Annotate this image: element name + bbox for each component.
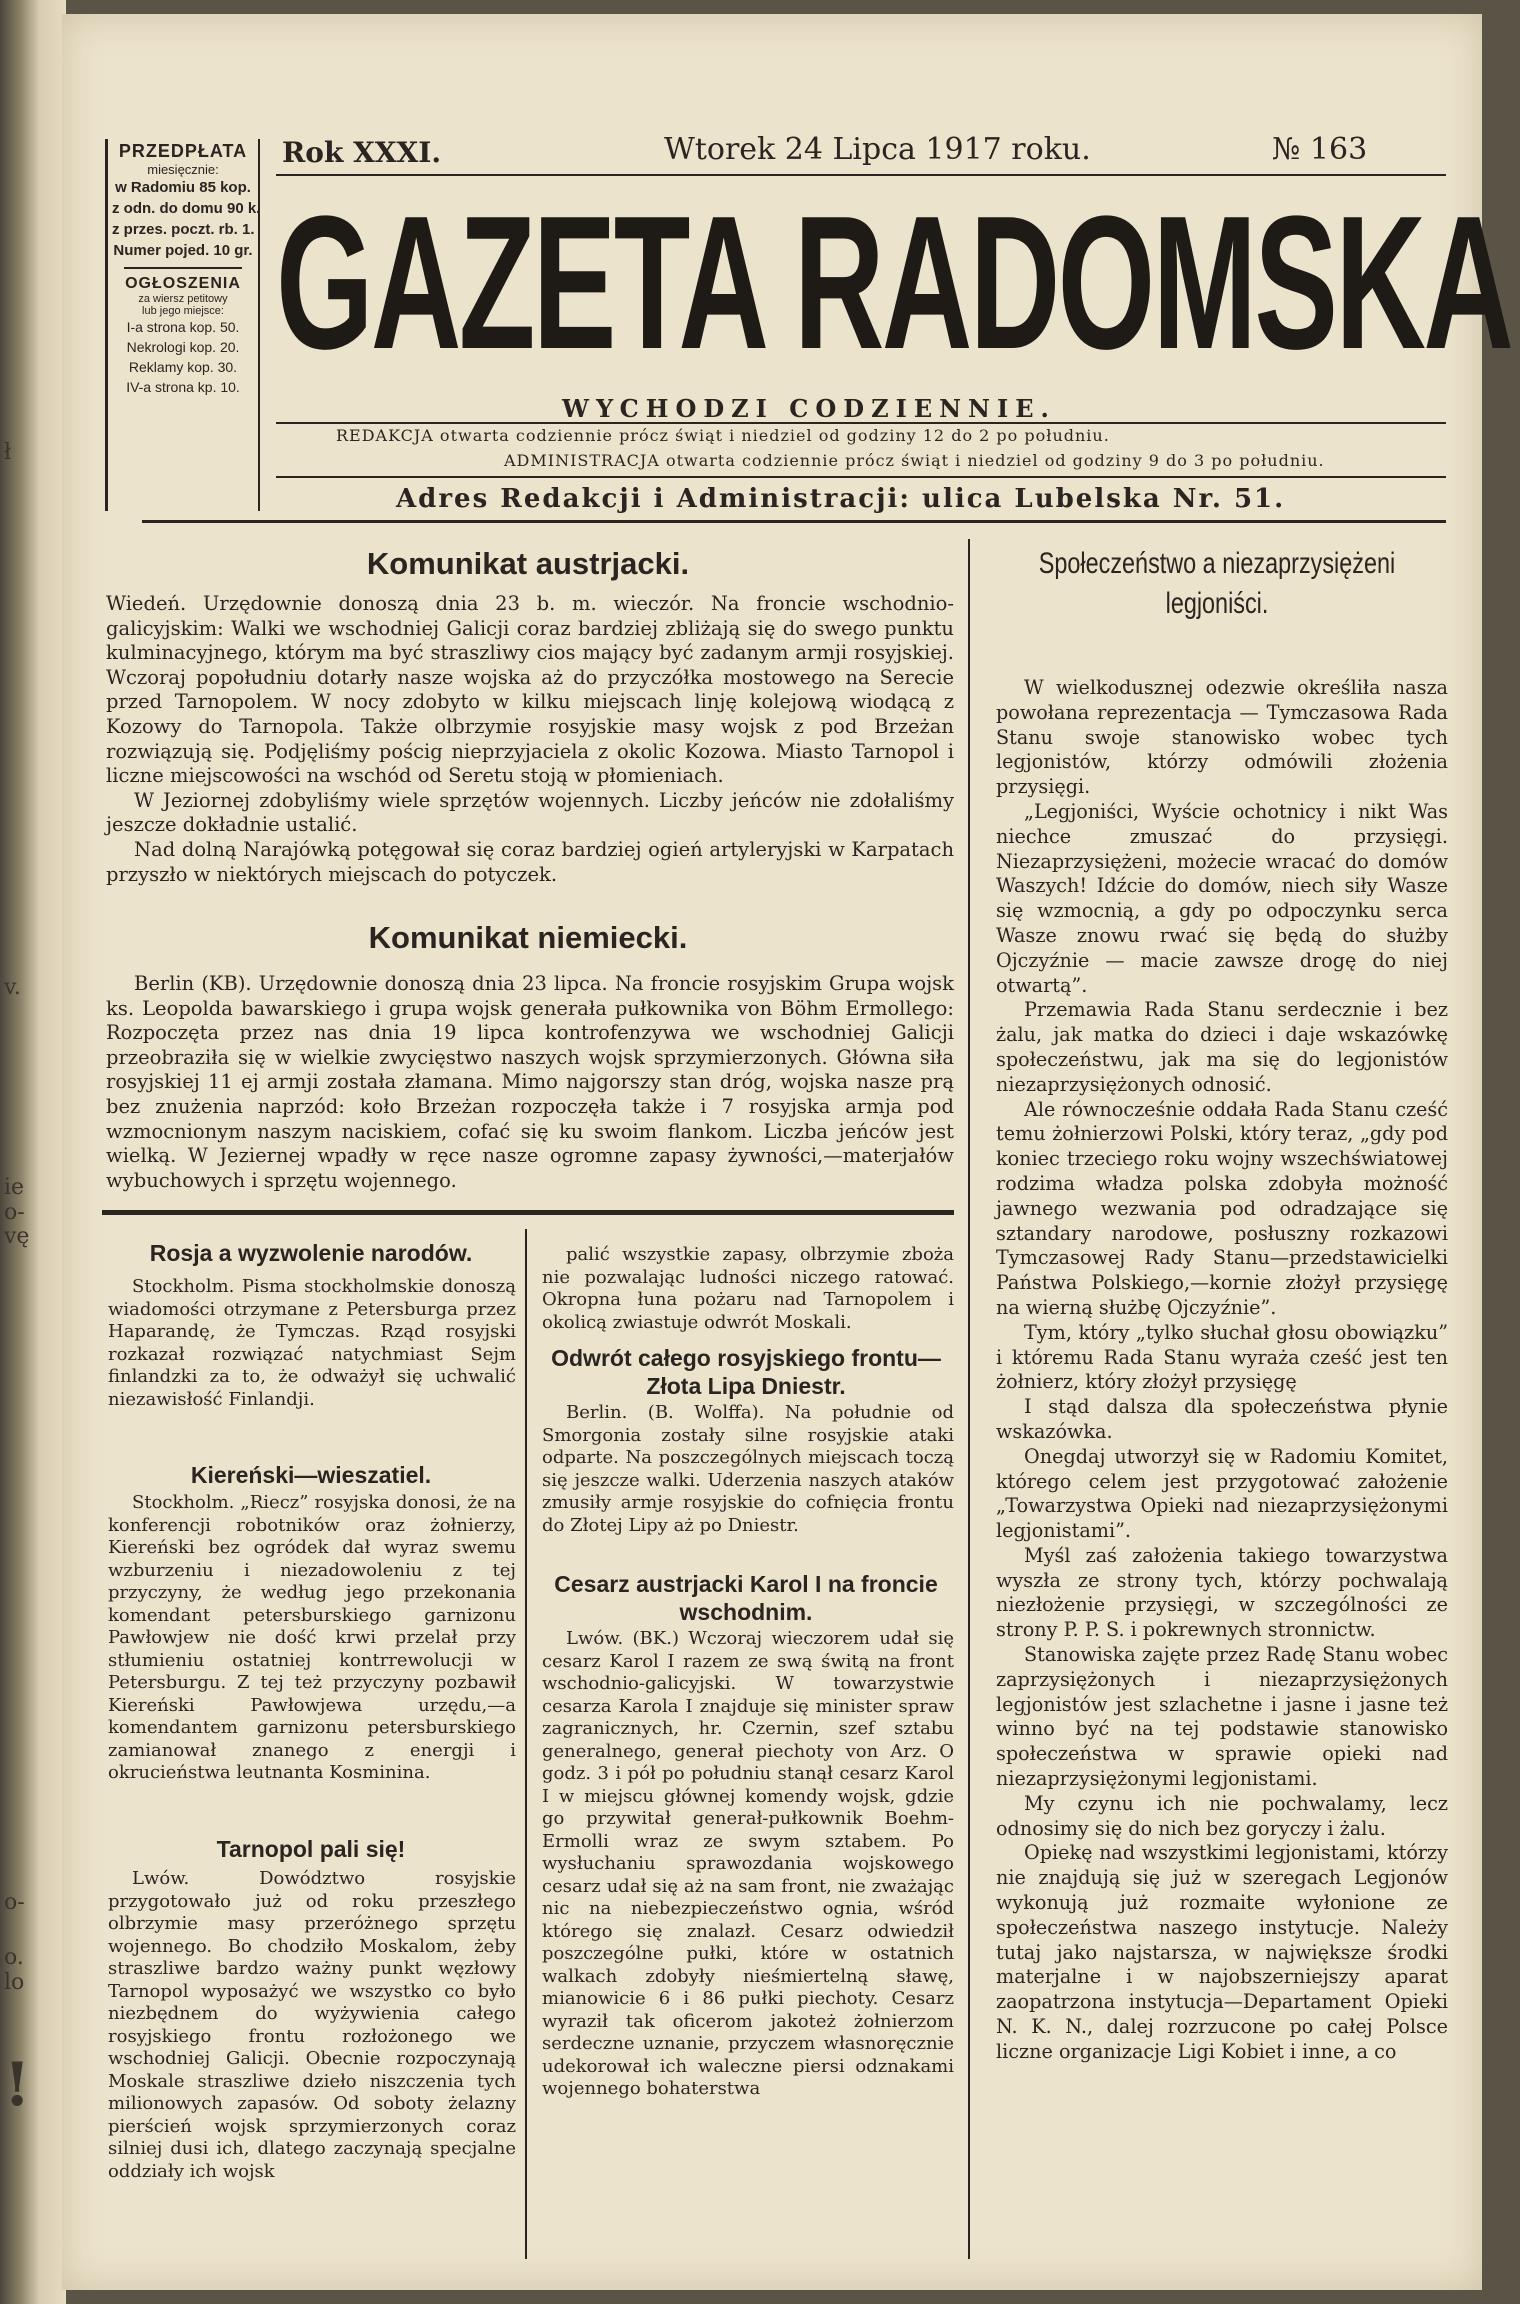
article-body: Berlin. (B. Wolffa). Na południe od Smorgonia zostały silne rosyjskie ataki odparte. Na poszczególnych miejscach toczą się jeszcze walki. Uderzenia naszych ataków zmusiły armje rosyjskie do cofnięcia frontu do Złotej Lipy aż po Dniestr. — [542, 1402, 954, 1536]
volume-year: Rok XXXI. — [282, 136, 442, 169]
ad-price: Reklamy kop. 30. — [128, 359, 238, 375]
ad-price: IV-a strona kp. 10. — [126, 379, 240, 395]
ad-price: I-a strona kop. 50. — [126, 319, 240, 335]
subscription-box — [105, 139, 260, 511]
newspaper-title: GAZETA RADOMSKA — [276, 177, 1512, 389]
article-body: Stockholm. „Riecz” rosyjska donosi, że na konferencji robotników oraz żołnierzy, Kiereński bez ogródek dał wyraz swemu wzburzeniu i niezadowoleniu z tej przyczyny, że według jego przekonania komendant petersburskiego garnizonu Pawłowjew nie dość krwi przelał przy stłumieniu ostatniej kontrrewolucji w Petersburgu. Z tej też przyczyny pozbawił Kiereński Pawłowjewa urzędu,—a komendantem garnizonu petersburskiego zamianował znanego z energji i okrucieństwa leutnanta Kosminina. — [108, 1492, 516, 1783]
article-title: Odwrót całego rosyjskiego frontu—Złota Lipa Dniestr. — [551, 1345, 941, 1399]
redakcja-hours: REDAKCJA otwarta codziennie prócz świąt i niedziel od godziny 12 do 2 po południu. — [336, 426, 1110, 445]
price-line: Numer pojed. 10 gr. — [113, 242, 253, 259]
article-body: Lwów. Dowództwo rosyjskie przygotowało już od roku przeszłego olbrzymie masy przeróżnego sprzętu wojennego. Bo chodziło Moskalom, żeby straszliwe bardzo ważny punkt węzłowy Tarnopol wyposażyć we wszystko co było niezbędnem do wyżywienia całego rosyjskiego frontu rozłożonego we wschodniej Galicji. Obecnie rozpoczynają Moskale straszliwe dzieło niszczenia tych milionowych zapasów. Od soboty żelazny pierścień wojsk sprzymierzonych coraz silniej dusi ich, dlatego zaczynają specjalne oddziały ich wojsk — [108, 1868, 516, 2182]
administracja-hours: ADMINISTRACJA otwarta codziennie prócz świąt i niedziel od godziny 9 do 3 po południu. — [504, 451, 1325, 470]
left-fragment: ł — [4, 440, 12, 465]
article-body: Stockholm. Pisma stockholmskie donoszą wiadomości otrzymane z Petersburga przez Haparandę, że Tymczas. Rząd rosyjski rozkazał rozwiązać natychmiast Sejm finlandzki za to, że odważył się uchwalić niezawisłość Finlandji. — [108, 1276, 516, 1410]
subscription-title: PRZEDPŁATA — [118, 141, 248, 161]
article-title: Cesarz austrjacki Karol I na froncie wschodnim. — [554, 1571, 938, 1625]
ads-subtitle: lub jego miejsce: — [142, 305, 224, 317]
article-title: Rosja a wyzwolenie narodów. — [149, 1240, 473, 1266]
issue-date: Wtorek 24 Lipca 1917 roku. — [664, 132, 1091, 167]
left-fragment: o- — [4, 1890, 25, 1915]
left-fragment: vę — [4, 1224, 30, 1249]
left-page-edge — [0, 0, 66, 2304]
left-fragment: ie — [4, 1175, 25, 1200]
ads-subtitle: za wiersz petitowy — [138, 293, 228, 305]
left-fragment: lo — [4, 1970, 25, 1995]
article-body: palić wszystkie zapasy, olbrzymie zboża nie pozwalając ludności niczego ratować. Okropna łuna pożaru nad Tarnopolem i okolicą zwiastuje odwrót Moskali. — [542, 1244, 954, 1333]
article-body: Berlin (KB). Urzędownie donoszą dnia 23 lipca. Na froncie rosyjskim Grupa wojsk ks. Leopolda bawarskiego i grupa wojsk generała pułkownika von Böhm Ermollego: Rozpoczęta przez nas dnia 19 lipca kontrofenzywa we wschodniej Galicji przeobraziła się w wielkie zwycięstwo naszych wojsk sprzymierzonych. Główna siła rosyjskiej 11 ej armji została złamana. Mimo najgorszy stan dróg, wojska nasze prą bez znużenia naprzód: koło Brzeżan rozpoczęła także i 7 rosyjska armja pod wzmocnionym naszym naciskiem, cofać się ku swoim flankom. Liczba jeńców jest wielką. W Jeziernej wpadły w ręce nasze ogromne zapasy żywności,—materjałów wybuchowych i sprzętu wojennego. — [106, 972, 954, 1192]
ads-title: OGŁOSZENIA — [125, 275, 241, 292]
left-fragment: o. — [4, 1945, 24, 1970]
article-title: Kiereński—wieszatiel. — [190, 1462, 432, 1488]
left-fragment: o- — [4, 1200, 25, 1225]
article-title: Tarnopol pali się! — [216, 1836, 406, 1862]
price-line: z odn. do domu 90 k. — [112, 200, 261, 217]
subscription-subtitle: miesięcznie: — [147, 162, 219, 177]
article-title: Społeczeństwo a niezaprzysiężeni legjoniści. — [1038, 547, 1396, 620]
newspaper-subtitle: WYCHODZI CODZIENNIE. — [562, 394, 1056, 423]
article-body: Lwów. (BK.) Wczoraj wieczorem udał się cesarz Karol I razem ze swą świtą na front wschodnio-galicyjski. W towarzystwie cesarza Karola I znajduje się minister spraw zagranicznych, hr. Czernin, szef sztabu generalnego, generał piechoty von Arz. O godz. 3 i pół po południu stanął cesarz Karol I w miejscu głównej komendy wojsk, gdzie go przywitał generał-pułkownik Boehm-Ermolli wraz ze swym sztabem. Po wysłuchaniu sprawozdania wojskowego cesarz udał się aż na sam front, nie zważając nic na niebezpieczeństwo ognia, wśród którego się znalazł. Cesarz odwiedził poszczególne pułki, które w ostatnich walkach zdobyły nieśmiertelną sławę, mianowicie 6 i 86 pułki piechoty. Cesarz wyraził tak oficerom jakoteż żołnierzom serdeczne uznanie, przyczem własnoręcznie udekorował ich waleczne piersi odznakami wojennego bohaterstwa — [542, 1628, 954, 2099]
article-title: Komunikat austrjacki. — [366, 546, 690, 581]
price-line: w Radomiu 85 kop. — [115, 179, 251, 196]
left-fragment: ! — [4, 2050, 31, 2120]
price-line: z przes. poczt. rb. 1. — [112, 221, 255, 238]
left-fragment: v. — [4, 975, 21, 1000]
ad-price: Nekrologi kop. 20. — [126, 339, 240, 355]
address-line: Adres Redakcji i Administracji: ulica Lubelska Nr. 51. — [396, 484, 1286, 514]
article-title: Komunikat niemiecki. — [368, 920, 688, 955]
article-body: Wiedeń. Urzędownie donoszą dnia 23 b. m. wieczór. Na froncie wschodnio-galicyjskim: Walki we wschodniej Galicji coraz bardziej zbliżają się do swego punktu kulminacyjnego, którym ma być straszliwy cios mający być zadanym armji rosyjskiej. Wczoraj popołudniu dotarły nasze wojska aż do przyczółka mostowego na Serecie przed Tarnopolem. W nocy zdobyto w kilku miejscach linję kolejową wiodącą z Kozowy do Tarnopola. Także olbrzymie rosyjskie masy wojsk z pod Brzeżan rozwiązują się. Podjęliśmy pościg nieprzyjaciela z okolic Kozowa. Miasto Tarnopol i liczne miejscowości na wschód od Seretu stoją w płomieniach. W Jeziornej zdobyliśmy wiele sprzętów wojennych. Liczby jeńców nie zdołaliśmy jeszcze dokładnie ustalić. Nad dolną Narajówką potęgował się coraz bardziej ogień artyleryjski w Karpatach przyszło w niektórych miejscach do potyczek. — [106, 592, 954, 886]
newspaper-page — [62, 14, 1512, 2290]
article-body: W wielkodusznej odezwie określiła nasza powołana reprezentacja — Tymczasowa Rada Stanu swoje stanowisko wobec tych legjonistów, którzy odmówili złożenia przysięgi. „Legjoniści, Wyście ochotnicy i nikt Was niechce zmuszać do przysięgi. Niezaprzysiężeni, możecie wracać do domów Waszych! Idźcie do domów, niech siły Wasze się wzmocnią, a gdy po odpoczynku serca Wasze znowu rwać się będą do służby Ojczyźnie — macie zawsze drogę do niej otwartą”. Przemawia Rada Stanu serdecznie i bez żalu, jak matka do dzieci i daje wskazówkę społeczeństwu, jak ma się do legjonistów niezaprzysiężonych odnosić. Ale równocześnie oddała Rada Stanu cześć temu żołnierzowi Polski, który teraz, „gdy pod koniec trzeciego roku wojny wszechświatowej rodzima władza polska zdobyła możność jawnego wezwania pod odradzające się sztandary narodowe, posłuszny rozkazowi Tymczasowej Rady Stanu—przedstawicielki Państwa Polskiego,—kornie złożył przysięgę na wierną służbę Ojczyźnie”. Tym, który „tylko słuchał głosu obowiązku” i któremu Rada Stanu wyraża cześć jest ten żołnierz, który złożył przysięgę I stąd dalsza dla społeczeństwa płynie wskazówka. Onegdaj utworzył się w Radomiu Komitet, którego celem jest przygotować założenie „Towarzystwa Opieki nad niezaprzysiężonymi legjonistami”. Myśl zaś założenia takiego towarzystwa wyszła ze strony tych, którzy pochwalają niezłożenie przysięgi, w szczególności ze strony P. P. S. i pokrewnych stronnictw. Stanowiska zajęte przez Radę Stanu wobec zaprzysiężonych i niezaprzysiężonych legjonistów jest szlachetne i jasne i jasne też winno być na tej podstawie stanowisko społeczeństwa w sprawie opieki nad niezaprzysiężonymi legjonistami. My czynu ich nie pochwalamy, lecz odnosimy się do nich bez goryczy i żalu. Opiekę nad wszystkimi legjonistami, którzy nie znajdują się już w szeregach Legjonów wykonują już rozmaite wyłonione ze społeczeństwa naszego instytucje. Należy tutaj jako najstarsza, w największe środki materjalne i w najobszerniejszy aparat zaopatrzona instytucja—Departament Opieki N. K. N., dalej rozrzucone po całej Polsce liczne organizacje Ligi Kobiet i inne, a co — [996, 676, 1448, 2063]
issue-number: № 163 — [1272, 132, 1368, 167]
